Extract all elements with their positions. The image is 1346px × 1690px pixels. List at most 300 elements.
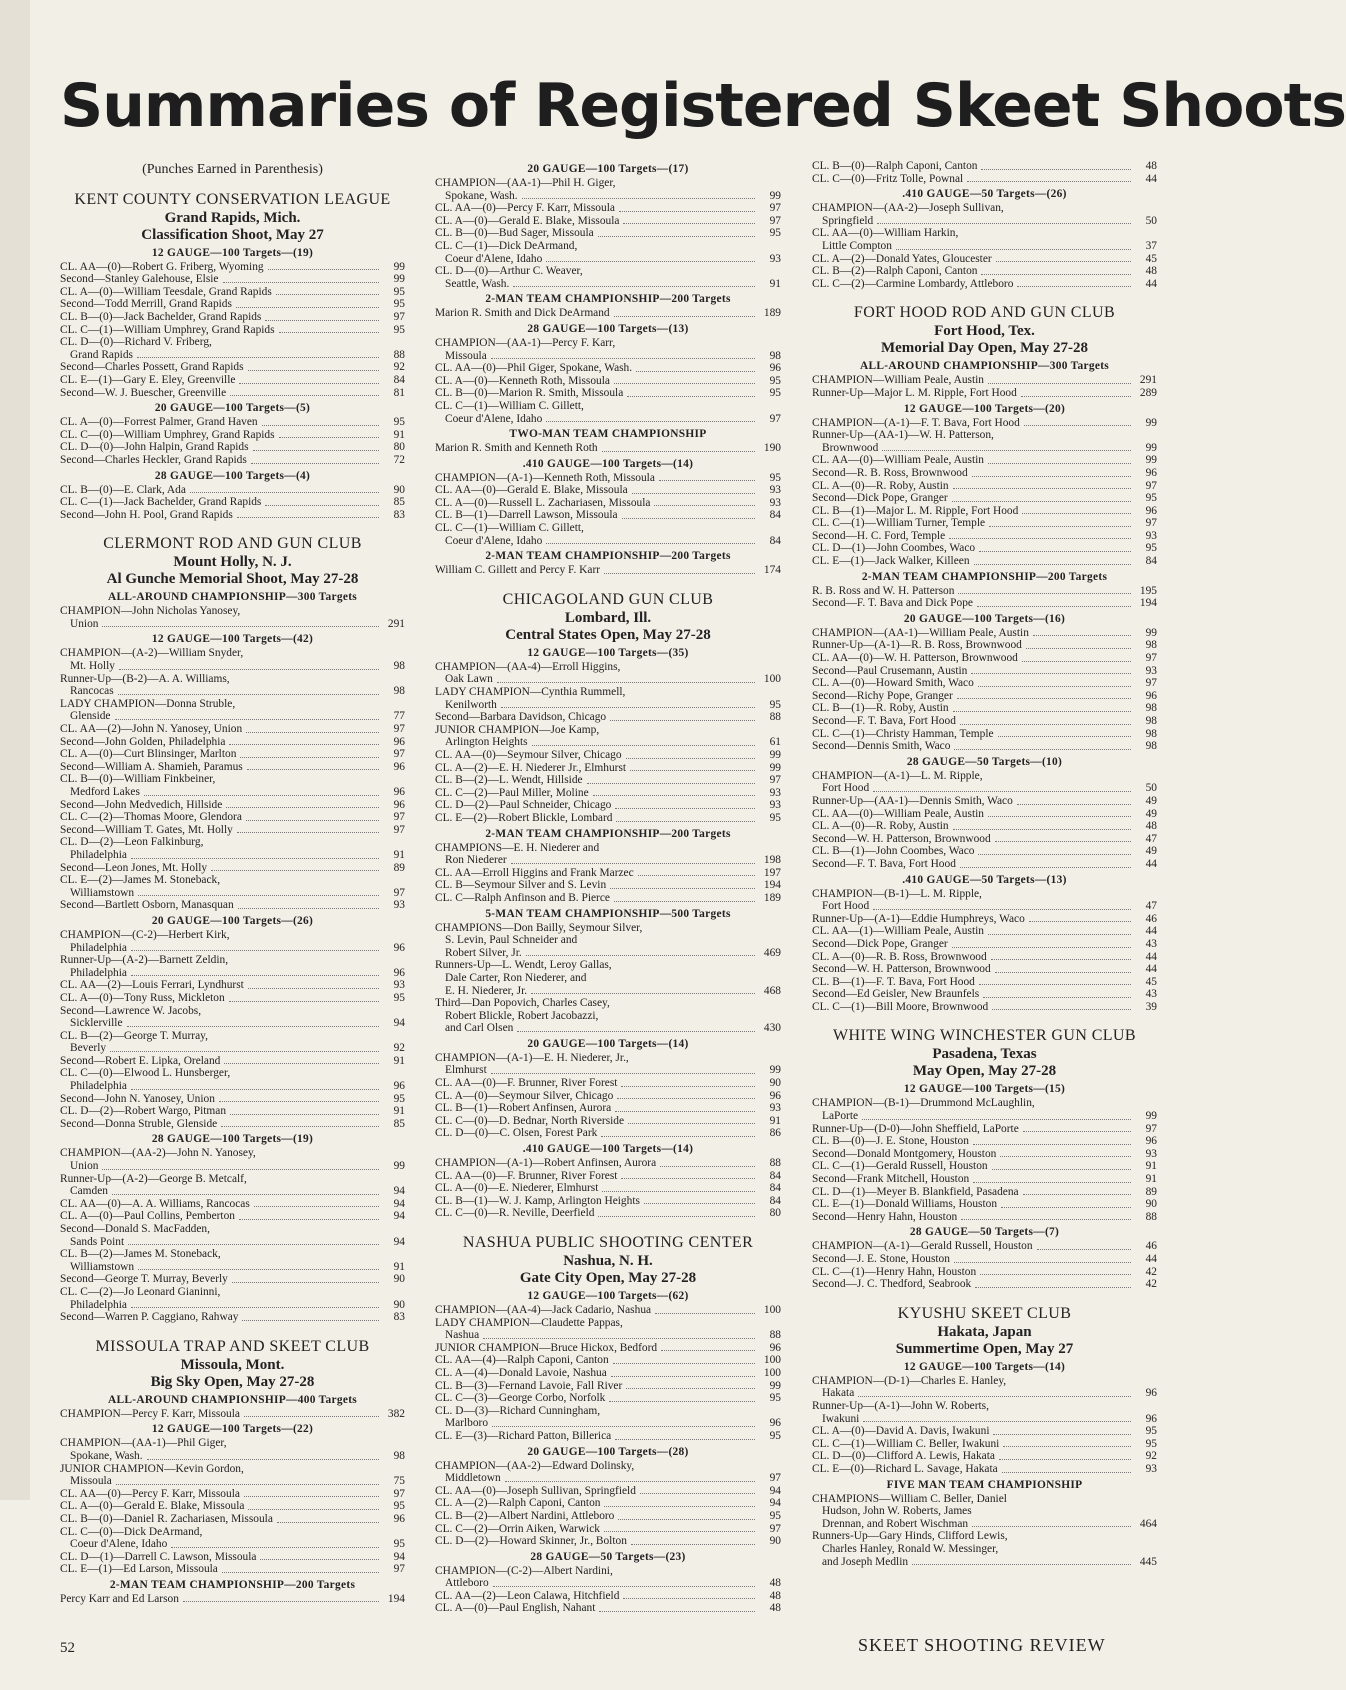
result-line (60, 261, 405, 274)
result-text: CHAMPION—(AA-1)—William Peale, Austin (812, 626, 1029, 639)
result-score: 85 (393, 496, 405, 509)
result-score: 42 (1145, 1278, 1157, 1291)
result-text: CL. A—(0)—William Teesdale, Grand Rapids (60, 285, 272, 298)
result-text: Runner-Up—(AA-1)—Dennis Smith, Waco (812, 794, 1013, 807)
result-score: 48 (1145, 265, 1157, 278)
event-subheading: ALL-AROUND CHAMPIONSHIP—300 Targets (107, 591, 358, 604)
result-text: CHAMPION—(AA-1)—Phil Giger, (60, 1437, 227, 1450)
result-line-continuation (812, 215, 1157, 228)
dot-leader (244, 1496, 379, 1497)
result-score: 96 (1145, 1387, 1157, 1400)
dot-leader (975, 1287, 1131, 1288)
dot-leader (222, 1572, 379, 1573)
result-score: 80 (769, 1207, 781, 1220)
result-line (60, 979, 405, 992)
dot-leader (226, 807, 379, 808)
result-text: Charles Hanley, Ronald W. Messinger, (822, 1542, 999, 1555)
result-line (812, 542, 1157, 555)
result-text: CL. E—(2)—James M. Stoneback, (60, 874, 221, 887)
result-score: 95 (1145, 1425, 1157, 1438)
result-score: 96 (1145, 1135, 1157, 1148)
dot-leader (659, 480, 755, 481)
result-score: 98 (393, 660, 405, 673)
result-line (60, 899, 405, 912)
dot-leader (513, 286, 755, 287)
dot-leader (615, 1439, 755, 1440)
dot-leader (1022, 513, 1131, 514)
result-text: LaPorte (822, 1110, 859, 1123)
result-score: 44 (1145, 172, 1157, 185)
event-subheading: FIVE MAN TEAM CHAMPIONSHIP (886, 1478, 1083, 1491)
result-text: CL. B—(1)—Robert Anfinsen, Aurora (435, 1102, 612, 1115)
result-line-continuation (812, 1505, 1157, 1518)
result-line-continuation (60, 1017, 405, 1030)
result-text: Dale Carter, Ron Niederer, and (445, 971, 587, 984)
dot-leader (958, 593, 1131, 594)
result-line (435, 337, 781, 350)
result-line (60, 1030, 405, 1043)
result-text: JUNIOR CHAMPION—Bruce Hickox, Bedford (435, 1341, 658, 1354)
result-score: 94 (393, 1185, 405, 1198)
result-score: 95 (769, 1509, 781, 1522)
result-line (812, 1400, 1157, 1413)
result-score: 94 (393, 1550, 405, 1563)
result-text: Second—John N. Yanosey, Union (60, 1092, 215, 1105)
result-text: Second—Paul Crusemann, Austin (812, 664, 968, 677)
result-line (60, 441, 405, 454)
event-subheading: 2-MAN TEAM CHAMPIONSHIP—200 Targets (485, 550, 731, 563)
dot-leader (655, 1313, 755, 1314)
result-score: 189 (763, 891, 781, 904)
dot-leader (626, 758, 755, 759)
result-score: 88 (1145, 1210, 1157, 1223)
result-text: Union (70, 617, 99, 630)
result-text: CL. E—(1)—Donald Williams, Houston (812, 1198, 998, 1211)
result-line-continuation (435, 253, 781, 266)
result-line (435, 1602, 781, 1615)
result-text: Second—Henry Hahn, Houston (812, 1210, 958, 1223)
result-line (435, 1392, 781, 1405)
result-score: 45 (1145, 252, 1157, 265)
result-line (435, 922, 781, 935)
event-subheading: 2-MAN TEAM CHAMPIONSHIP—200 Targets (861, 570, 1108, 583)
result-text: CL. B—(2)—Albert Nardini, Attleboro (435, 1509, 615, 1522)
dot-leader (960, 724, 1131, 725)
dot-leader (1003, 1446, 1131, 1447)
result-score: 95 (393, 991, 405, 1004)
dot-leader (604, 573, 755, 574)
club-location: Lombard, Ill. (564, 609, 652, 626)
result-score: 43 (1145, 988, 1157, 1001)
result-line (435, 387, 781, 400)
result-line (435, 1195, 781, 1208)
result-score: 94 (393, 1197, 405, 1210)
result-text: Second—William A. Shamieh, Paramus (60, 760, 243, 773)
dot-leader (593, 795, 755, 796)
result-score: 88 (393, 348, 405, 361)
dot-leader (229, 1001, 379, 1002)
result-line (812, 417, 1157, 430)
result-score: 97 (1145, 652, 1157, 665)
result-line (60, 673, 405, 686)
result-score: 93 (769, 786, 781, 799)
result-score: 194 (763, 879, 781, 892)
result-score: 83 (393, 508, 405, 521)
dot-leader (654, 505, 755, 506)
event-subheading: ALL-AROUND CHAMPIONSHIP—400 Targets (107, 1393, 358, 1406)
result-text: Runner-Up—(A-2)—Barnett Zeldin, (60, 954, 229, 967)
result-text: Hakata (822, 1387, 855, 1400)
dot-leader (244, 1416, 379, 1417)
result-line (812, 278, 1157, 291)
result-line (60, 992, 405, 1005)
dot-leader (602, 1191, 755, 1192)
result-line-continuation (435, 1010, 781, 1023)
result-text: Coeur d'Alene, Idaho (445, 412, 543, 425)
result-score: 97 (1145, 479, 1157, 492)
result-line (435, 686, 781, 699)
result-score: 382 (387, 1407, 405, 1420)
result-score: 84 (769, 1194, 781, 1207)
dot-leader (265, 320, 379, 321)
result-line (435, 1565, 781, 1578)
result-score: 469 (763, 946, 781, 959)
event-subheading: .410 GAUGE—100 Targets—(14) (522, 1143, 694, 1156)
result-score: 90 (769, 1077, 781, 1090)
result-text: CL. B—(1)—R. Roby, Austin (812, 702, 949, 715)
result-line (60, 1173, 405, 1186)
dot-leader (991, 959, 1131, 960)
result-line-continuation (60, 1299, 405, 1312)
result-text: Philadelphia (70, 966, 127, 979)
result-line (435, 799, 781, 812)
result-line (435, 564, 781, 577)
result-score: 95 (393, 298, 405, 311)
result-text: CL. D—(2)—Leon Falkinburg, (60, 836, 204, 849)
dot-leader (171, 1547, 379, 1548)
result-score: 93 (769, 799, 781, 812)
result-text: Second—Todd Merrill, Grand Rapids (60, 298, 232, 311)
result-text: CL. C—(2)—Orrin Aiken, Warwick (435, 1522, 600, 1535)
result-score: 189 (763, 307, 781, 320)
dot-leader (977, 606, 1131, 607)
result-text: Second—F. T. Bava, Fort Hood (812, 715, 956, 727)
result-line-continuation (60, 660, 405, 673)
result-line-continuation (435, 190, 781, 203)
result-text: S. Levin, Paul Schneider and (445, 934, 578, 947)
result-text: Second—Donald Montgomery, Houston (812, 1147, 997, 1160)
result-line (60, 286, 405, 299)
result-line (60, 811, 405, 824)
result-text: Medford Lakes (70, 786, 140, 798)
result-text: CL. C—(1)—William C. Beller, Iwakuni (812, 1437, 1000, 1450)
result-line (435, 997, 781, 1010)
result-text: Second—Richy Pope, Granger (812, 689, 953, 702)
result-text: CHAMPIONS—E. H. Niederer and (435, 841, 600, 854)
result-score: 291 (1139, 374, 1157, 387)
result-line (60, 748, 405, 761)
result-line (812, 808, 1157, 821)
result-line (60, 1273, 405, 1286)
event-subheading: ALL-AROUND CHAMPIONSHIP—300 Targets (859, 360, 1110, 373)
result-line-continuation (812, 1556, 1157, 1569)
result-line (435, 1157, 781, 1170)
result-text: CL. B—(1)—Darrell Lawson, Missoula (435, 509, 618, 522)
club-name: MISSOULA TRAP AND SKEET CLUB (95, 1337, 370, 1355)
dot-leader (981, 274, 1131, 275)
result-line (435, 1367, 781, 1380)
dot-leader (598, 1216, 755, 1217)
dot-leader (974, 564, 1131, 565)
result-line (435, 724, 781, 737)
result-text: CL. A—(0)—Seymour Silver, Chicago (435, 1089, 614, 1102)
result-text: CL. E—(0)—Richard L. Savage, Hakata (812, 1462, 998, 1475)
result-score: 84 (769, 534, 781, 547)
result-text: Second—John H. Pool, Grand Rapids (60, 508, 233, 521)
result-score: 96 (769, 1089, 781, 1102)
dot-leader (873, 909, 1131, 910)
result-score: 89 (1145, 1185, 1157, 1198)
dot-leader (621, 1086, 755, 1087)
result-text: CL. C—(0)—Dick DeArmand, (60, 1525, 203, 1538)
dot-leader (623, 1598, 755, 1599)
result-text: CL. A—(0)—Gerald E. Blake, Missoula (60, 1500, 245, 1513)
result-text: CL. A—(0)—Paul English, Nahant (435, 1602, 596, 1615)
result-line (435, 1380, 781, 1393)
result-line-continuation (60, 1450, 405, 1463)
result-text: Seattle, Wash. (445, 277, 510, 290)
result-line (435, 867, 781, 880)
result-line (60, 874, 405, 887)
dot-leader (497, 682, 755, 683)
dot-leader (660, 1166, 755, 1167)
result-line (60, 799, 405, 812)
result-text: CHAMPION—Percy F. Karr, Missoula (60, 1407, 240, 1420)
result-line-continuation (60, 1538, 405, 1551)
result-text: CL. B—(3)—Fernand Lavoie, Fall River (435, 1379, 623, 1392)
result-text: CHAMPION—(B-1)—L. M. Ripple, (812, 887, 982, 900)
result-text: Philadelphia (70, 1298, 127, 1311)
result-score: 99 (1145, 454, 1157, 467)
result-score: 84 (769, 1182, 781, 1195)
result-text: CHAMPION—(AA-1)—Phil H. Giger, (435, 177, 616, 189)
result-line (812, 480, 1157, 493)
result-text: Fort Hood (822, 782, 870, 795)
result-text: and Carl Olsen (445, 1022, 514, 1035)
result-text: Philadelphia (70, 941, 127, 954)
result-text: CL. A—(2)—Ralph Caponi, Canton (435, 1497, 601, 1510)
result-line (812, 913, 1157, 926)
result-line-continuation (60, 1042, 405, 1055)
result-line (812, 938, 1157, 951)
result-score: 99 (393, 273, 405, 286)
result-text: CHAMPION—(AA-4)—Jack Cadario, Nashua (435, 1304, 652, 1316)
result-score: 99 (769, 749, 781, 761)
event-subheading: 20 GAUGE—100 Targets—(28) (527, 1445, 689, 1458)
result-line (60, 374, 405, 387)
result-text: Second—Bartlett Osborn, Manasquan (60, 899, 234, 912)
club-location: Mount Holly, N. J. (173, 554, 292, 571)
result-text: CHAMPION—(D-1)—Charles E. Hanley, (812, 1374, 1007, 1387)
result-line (812, 1173, 1157, 1186)
result-line (435, 1304, 781, 1317)
result-text: CL. B—(0)—Marion R. Smith, Missoula (435, 387, 624, 400)
dot-leader (1022, 661, 1131, 662)
result-line (812, 1493, 1157, 1506)
result-text: Runner-Up—(D-0)—John Sheffield, LaPorte (812, 1122, 1019, 1135)
result-line (60, 496, 405, 509)
result-text: LADY CHAMPION—Donna Struble, (60, 697, 236, 710)
result-score: 84 (769, 1169, 781, 1182)
result-text: CL. D—(2)—Paul Schneider, Chicago (435, 799, 612, 812)
result-text: LADY CHAMPION—Cynthia Rummell, (435, 686, 626, 699)
dot-leader (623, 223, 755, 224)
result-text: Runner-Up—(AA-1)—W. H. Patterson, (812, 429, 994, 442)
result-text: CHAMPION—(C-2)—Herbert Kirk, (60, 928, 230, 941)
result-score: 93 (1145, 529, 1157, 542)
result-line-continuation (60, 349, 405, 362)
result-score: 99 (769, 1379, 781, 1392)
result-score: 75 (393, 1475, 405, 1488)
result-text: CL. C—(0)—Elwood L. Hunsberger, (60, 1067, 231, 1080)
result-score: 93 (393, 979, 405, 992)
result-text: Spokane, Wash. (70, 1449, 143, 1462)
result-line (60, 1118, 405, 1131)
result-line (435, 400, 781, 413)
result-line (60, 647, 405, 660)
result-line (60, 361, 405, 374)
club-name: CHICAGOLAND GUN CLUB (502, 590, 714, 608)
dot-leader (237, 832, 379, 833)
result-line-continuation (60, 1236, 405, 1249)
dot-leader (614, 383, 755, 384)
dot-leader (644, 1203, 755, 1204)
dot-leader (247, 769, 379, 770)
result-text: CL. C—(3)—George Corbo, Norfolk (435, 1392, 606, 1405)
result-line (60, 1463, 405, 1476)
result-line (812, 845, 1157, 858)
result-score: 91 (393, 1105, 405, 1118)
club-location: Pasadena, Texas (932, 1046, 1037, 1063)
result-line (812, 1148, 1157, 1161)
result-score: 91 (1145, 1173, 1157, 1186)
club-location: Fort Hood, Tex. (934, 323, 1035, 340)
result-score: 97 (393, 1487, 405, 1500)
result-score: 95 (1145, 1437, 1157, 1450)
dot-leader (661, 1350, 755, 1351)
dot-leader (615, 1111, 755, 1112)
result-line (435, 812, 781, 825)
result-score: 98 (1145, 639, 1157, 652)
result-line-continuation (435, 947, 781, 960)
result-text: Middletown (445, 1472, 501, 1485)
result-score: 43 (1145, 937, 1157, 950)
result-line (60, 862, 405, 875)
dot-leader (621, 1178, 755, 1179)
result-score: 95 (393, 323, 405, 336)
result-text: Second—Barbara Davidson, Chicago (435, 711, 607, 724)
result-score: 88 (769, 1329, 781, 1342)
dot-leader (144, 795, 379, 796)
dot-leader (501, 707, 755, 708)
result-line-continuation (812, 1387, 1157, 1400)
result-text: CL. B—(1)—W. J. Kamp, Arlington Heights (435, 1194, 640, 1207)
result-line (435, 177, 781, 190)
dot-leader (602, 451, 755, 452)
result-line (812, 1135, 1157, 1148)
dot-leader (532, 745, 755, 746)
dot-leader (511, 863, 755, 864)
result-score: 88 (769, 1157, 781, 1170)
result-text: CL. C—(1)—William Turner, Temple (812, 517, 986, 530)
result-text: CL. A—(0)—Howard Smith, Waco (812, 677, 974, 690)
result-line-continuation (60, 887, 405, 900)
dot-leader (240, 757, 379, 758)
result-score: 48 (1145, 820, 1157, 833)
result-text: CHAMPION—(AA-2)—Joseph Sullivan, (812, 202, 1004, 215)
dot-leader (896, 249, 1131, 250)
result-text: Missoula (445, 349, 487, 362)
event-subheading: 28 GAUGE—50 Targets—(23) (530, 1550, 686, 1563)
result-text: Glenside (70, 710, 111, 723)
result-line (812, 1438, 1157, 1451)
result-score: 46 (1145, 1240, 1157, 1253)
dot-leader (614, 316, 755, 317)
result-score: 92 (1145, 1450, 1157, 1463)
result-line (60, 1005, 405, 1018)
result-score: 99 (1145, 626, 1157, 639)
result-score: 80 (393, 441, 405, 454)
result-line (60, 387, 405, 400)
result-text: CL. AA—(1)—William Peale, Austin (812, 925, 984, 938)
column-2 (435, 160, 781, 1615)
result-text: CL. D—(0)—Arthur C. Weaver, (435, 265, 583, 278)
result-line (435, 375, 781, 388)
event-subheading: 12 GAUGE—100 Targets—(14) (903, 1360, 1066, 1373)
result-text: CL. AA—(0)—Phil Giger, Spokane, Wash. (435, 362, 633, 375)
dot-leader (237, 517, 379, 518)
result-line (812, 227, 1157, 240)
result-line (435, 892, 781, 905)
result-score: 100 (763, 1304, 781, 1316)
result-score: 81 (393, 386, 405, 399)
result-text: Second—Lawrence W. Jacobs, (60, 1004, 202, 1017)
result-score: 95 (393, 1538, 405, 1551)
result-line (435, 1342, 781, 1355)
result-line-continuation (60, 1185, 405, 1198)
result-text: CL. C—(1)—Gerald Russell, Houston (812, 1160, 988, 1173)
result-line (60, 1437, 405, 1450)
result-line (60, 605, 405, 618)
result-score: 44 (1145, 857, 1157, 870)
club-location: Hakata, Japan (937, 1323, 1032, 1340)
result-line-continuation (60, 942, 405, 955)
result-text: Second—F. T. Bava and Dick Pope (812, 597, 973, 610)
result-score: 50 (1145, 214, 1157, 227)
magazine-name: SKEET SHOOTING REVIEW (858, 1635, 1106, 1655)
dot-leader (610, 888, 755, 889)
result-line (435, 1430, 781, 1443)
result-text: Little Compton (822, 239, 892, 252)
result-text: Runner-Up—(A-1)—Eddie Humphreys, Waco (812, 912, 1025, 925)
club-location: Grand Rapids, Mich. (164, 209, 301, 226)
result-line-continuation (60, 786, 405, 799)
result-text: CL. C—(2)—Paul Miller, Moline (435, 786, 589, 799)
section-spacer (812, 1291, 1157, 1305)
result-score: 91 (769, 1114, 781, 1127)
result-line (812, 988, 1157, 1001)
dot-leader (492, 1426, 755, 1427)
